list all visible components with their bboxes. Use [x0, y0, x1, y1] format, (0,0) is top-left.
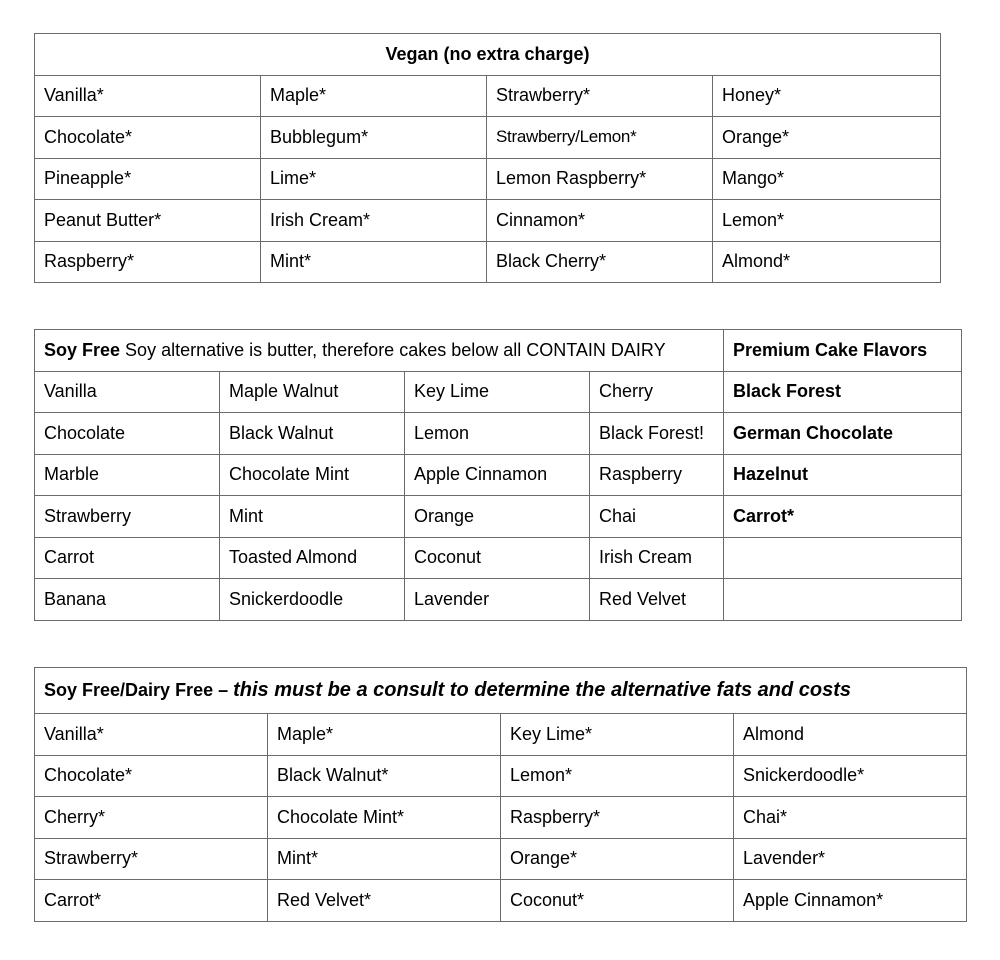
flavor-cell: Maple*: [268, 714, 501, 756]
flavor-cell: Black Cherry*: [487, 241, 713, 283]
flavor-cell: Maple*: [261, 75, 487, 117]
flavor-cell: Snickerdoodle*: [734, 755, 967, 797]
soy-dairy-free-title: [35, 668, 967, 714]
flavor-cell: Strawberry*: [35, 838, 268, 880]
soy-free-title: [35, 330, 724, 372]
flavor-cell: Black Walnut: [220, 413, 405, 455]
flavor-cell: Peanut Butter*: [35, 200, 261, 242]
flavor-cell: Pineapple*: [35, 158, 261, 200]
flavor-cell: Coconut*: [501, 880, 734, 922]
flavor-cell: Mango*: [713, 158, 941, 200]
table-header-row: [35, 34, 941, 76]
table-row: [35, 838, 967, 880]
flavor-cell: Chocolate*: [35, 755, 268, 797]
flavor-cell: Black Forest!: [590, 413, 724, 455]
table-header-row: [35, 668, 967, 714]
flavor-cell: Bubblegum*: [261, 117, 487, 159]
flavor-cell: Key Lime*: [501, 714, 734, 756]
flavor-cell: Vanilla: [35, 371, 220, 413]
flavor-cell: Toasted Almond: [220, 537, 405, 579]
premium-flavor-cell: [724, 579, 962, 621]
soy-dairy-free-flavor-table: [34, 667, 967, 922]
table-row: [35, 755, 967, 797]
flavor-cell: Cinnamon*: [487, 200, 713, 242]
table-row: [35, 371, 962, 413]
table-row: [35, 454, 962, 496]
consult-note: this must be a consult to determine the alternative fats and costs: [233, 679, 852, 701]
flavor-cell: Apple Cinnamon*: [734, 880, 967, 922]
flavor-cell: Lemon*: [713, 200, 941, 242]
flavor-cell: Carrot*: [35, 880, 268, 922]
flavor-cell: Lime*: [261, 158, 487, 200]
flavor-cell: Chocolate Mint*: [268, 797, 501, 839]
table-row: [35, 117, 941, 159]
flavor-cell: Chocolate*: [35, 117, 261, 159]
premium-flavor-cell: Hazelnut: [724, 454, 962, 496]
flavor-cell: Lemon*: [501, 755, 734, 797]
flavor-cell: Mint: [220, 496, 405, 538]
flavor-cell: Raspberry: [590, 454, 724, 496]
flavor-cell: Carrot: [35, 537, 220, 579]
flavor-cell: Coconut: [405, 537, 590, 579]
flavor-cell: Banana: [35, 579, 220, 621]
flavor-cell: Almond: [734, 714, 967, 756]
table-header-row: [35, 330, 962, 372]
premium-flavor-cell: Black Forest: [724, 371, 962, 413]
flavor-cell: Almond*: [713, 241, 941, 283]
flavor-cell: Strawberry*: [487, 75, 713, 117]
flavor-cell: Cherry*: [35, 797, 268, 839]
table-row: [35, 880, 967, 922]
flavor-cell: Lavender*: [734, 838, 967, 880]
flavor-cell: Orange*: [501, 838, 734, 880]
table-row: [35, 413, 962, 455]
flavor-cell: Red Velvet*: [268, 880, 501, 922]
table-row: [35, 537, 962, 579]
flavor-cell: Strawberry/Lemon*: [487, 117, 713, 159]
flavor-cell: Vanilla*: [35, 714, 268, 756]
flavor-cell: Lavender: [405, 579, 590, 621]
flavor-cell: Maple Walnut: [220, 371, 405, 413]
table-row: [35, 797, 967, 839]
flavor-cell: Mint*: [261, 241, 487, 283]
soy-free-title-label: Soy Free: [44, 339, 121, 360]
flavor-cell: Lemon: [405, 413, 590, 455]
flavor-cell: Honey*: [713, 75, 941, 117]
table-row: [35, 158, 941, 200]
flavor-cell: Lemon Raspberry*: [487, 158, 713, 200]
table-row: [35, 496, 962, 538]
table-row: [35, 75, 941, 117]
flavor-cell: Chai*: [734, 797, 967, 839]
premium-header: Premium Cake Flavors: [724, 330, 962, 372]
premium-flavor-cell: Carrot*: [724, 496, 962, 538]
flavor-cell: Irish Cream: [590, 537, 724, 579]
flavor-cell: Strawberry: [35, 496, 220, 538]
vegan-title: Vegan (no extra charge): [35, 34, 941, 76]
table-row: [35, 714, 967, 756]
flavor-cell: Key Lime: [405, 371, 590, 413]
flavor-cell: Raspberry*: [501, 797, 734, 839]
premium-flavor-cell: [724, 537, 962, 579]
flavor-cell: Irish Cream*: [261, 200, 487, 242]
table-row: [35, 200, 941, 242]
table-row: [35, 579, 962, 621]
flavor-cell: Red Velvet: [590, 579, 724, 621]
soy-free-flavor-table: [34, 329, 962, 621]
flavor-cell: Snickerdoodle: [220, 579, 405, 621]
flavor-cell: Chocolate: [35, 413, 220, 455]
flavor-cell: Vanilla*: [35, 75, 261, 117]
flavor-cell: Mint*: [268, 838, 501, 880]
soy-free-title-description: Soy alternative is butter, therefore cakes below all CONTAIN DAIRY: [120, 339, 666, 360]
flavor-cell: Marble: [35, 454, 220, 496]
flavor-cell: Chai: [590, 496, 724, 538]
flavor-cell: Orange: [405, 496, 590, 538]
soy-dairy-free-title-label: Soy Free/Dairy Free –: [44, 680, 234, 700]
table-row: [35, 241, 941, 283]
flavor-cell: Chocolate Mint: [220, 454, 405, 496]
flavor-cell: Black Walnut*: [268, 755, 501, 797]
flavor-cell: Cherry: [590, 371, 724, 413]
flavor-cell: Raspberry*: [35, 241, 261, 283]
premium-flavor-cell: German Chocolate: [724, 413, 962, 455]
flavor-cell: Orange*: [713, 117, 941, 159]
flavor-cell: Apple Cinnamon: [405, 454, 590, 496]
vegan-flavor-table: [34, 33, 941, 283]
